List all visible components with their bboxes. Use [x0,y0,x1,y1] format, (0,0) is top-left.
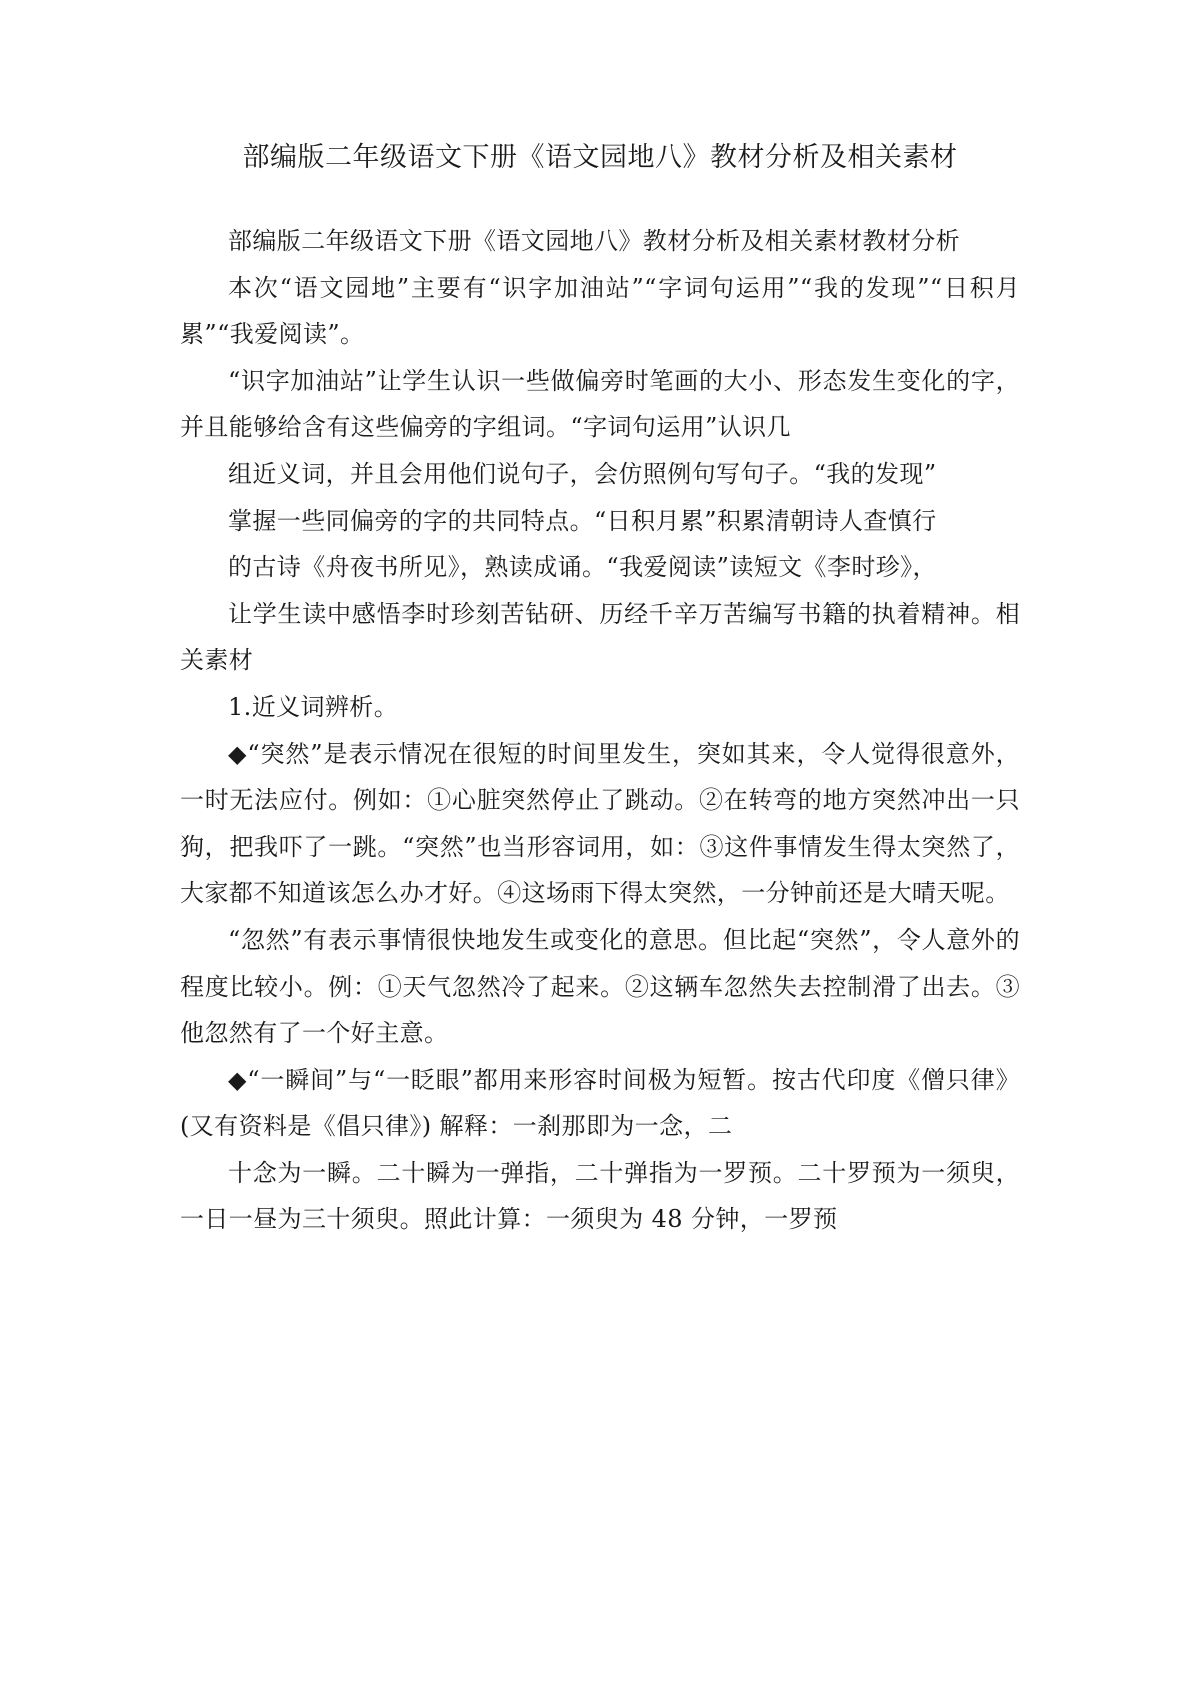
paragraph-huran: “忽然”有表示事情很快地发生或变化的意思。但比起“突然”，令人意外的程度比较小。例：①天气忽然冷了起来。②这辆车忽然失去控制滑了出去。③他忽然有了一个好主意。 [180,925,1020,1048]
paragraph-poem: 的古诗《舟夜书所见》，熟读成诵。“我爱阅读”读短文《李时珍》， [228,553,937,582]
paragraph-synonyms: 组近义词，并且会用他们说句子，会仿照例句写句子。“我的发现” [228,459,937,488]
document-title: 部编版二年级语文下册《语文园地八》教材分析及相关素材 [242,142,958,173]
paragraph-turan: ◆“突然”是表示情况在很短的时间里发生，突如其来，令人觉得很意外，一时无法应付。例如：①心脏突然停止了跳动。②在转弯的地方突然冲出一只狗，把我吓了一跳。“突然”也当形容词用，如：③这件事情发生得太突然了，大家都不知道该怎么办才好。④这场雨下得太突然，一分钟前还是大晴天呢。 [180,739,1020,908]
paragraph-time-units: 十念为一瞬。二十瞬为一弹指，二十弹指为一罗预。二十罗预为一须臾，一日一昼为三十须臾。照此计算：一须臾为 48 分钟，一罗预 [180,1158,1020,1234]
paragraph-intro: 部编版二年级语文下册《语文园地八》教材分析及相关素材教材分析 [228,227,960,255]
document-body [180,218,1020,1243]
paragraph-yishunjian: ◆“一瞬间”与“一眨眼”都用来形容时间极为短暂。按古代印度《僧只律》(又有资料是《倡只律》) 解释：一刹那即为一念，二 [180,1065,1020,1141]
paragraph-literacy: “识字加油站”让学生认识一些做偏旁时笔画的大小、形态发生变化的字，并且能够给含有这些偏旁的字组词。“字词句运用”认识几 [180,366,1020,442]
section-heading-synonym-analysis: 1.近义词辨析。 [228,692,399,721]
paragraph-discovery: 掌握一些同偏旁的字的共同特点。“日积月累”积累清朝诗人查慎行 [228,506,937,535]
paragraph-overview: 本次“语文园地”主要有“识字加油站”“字词句运用”“我的发现”“日积月累”“我爱阅读”。 [180,273,1020,349]
paragraph-reading: 让学生读中感悟李时珍刻苦钻研、历经千辛万苦编写书籍的执着精神。相关素材 [180,599,1020,675]
